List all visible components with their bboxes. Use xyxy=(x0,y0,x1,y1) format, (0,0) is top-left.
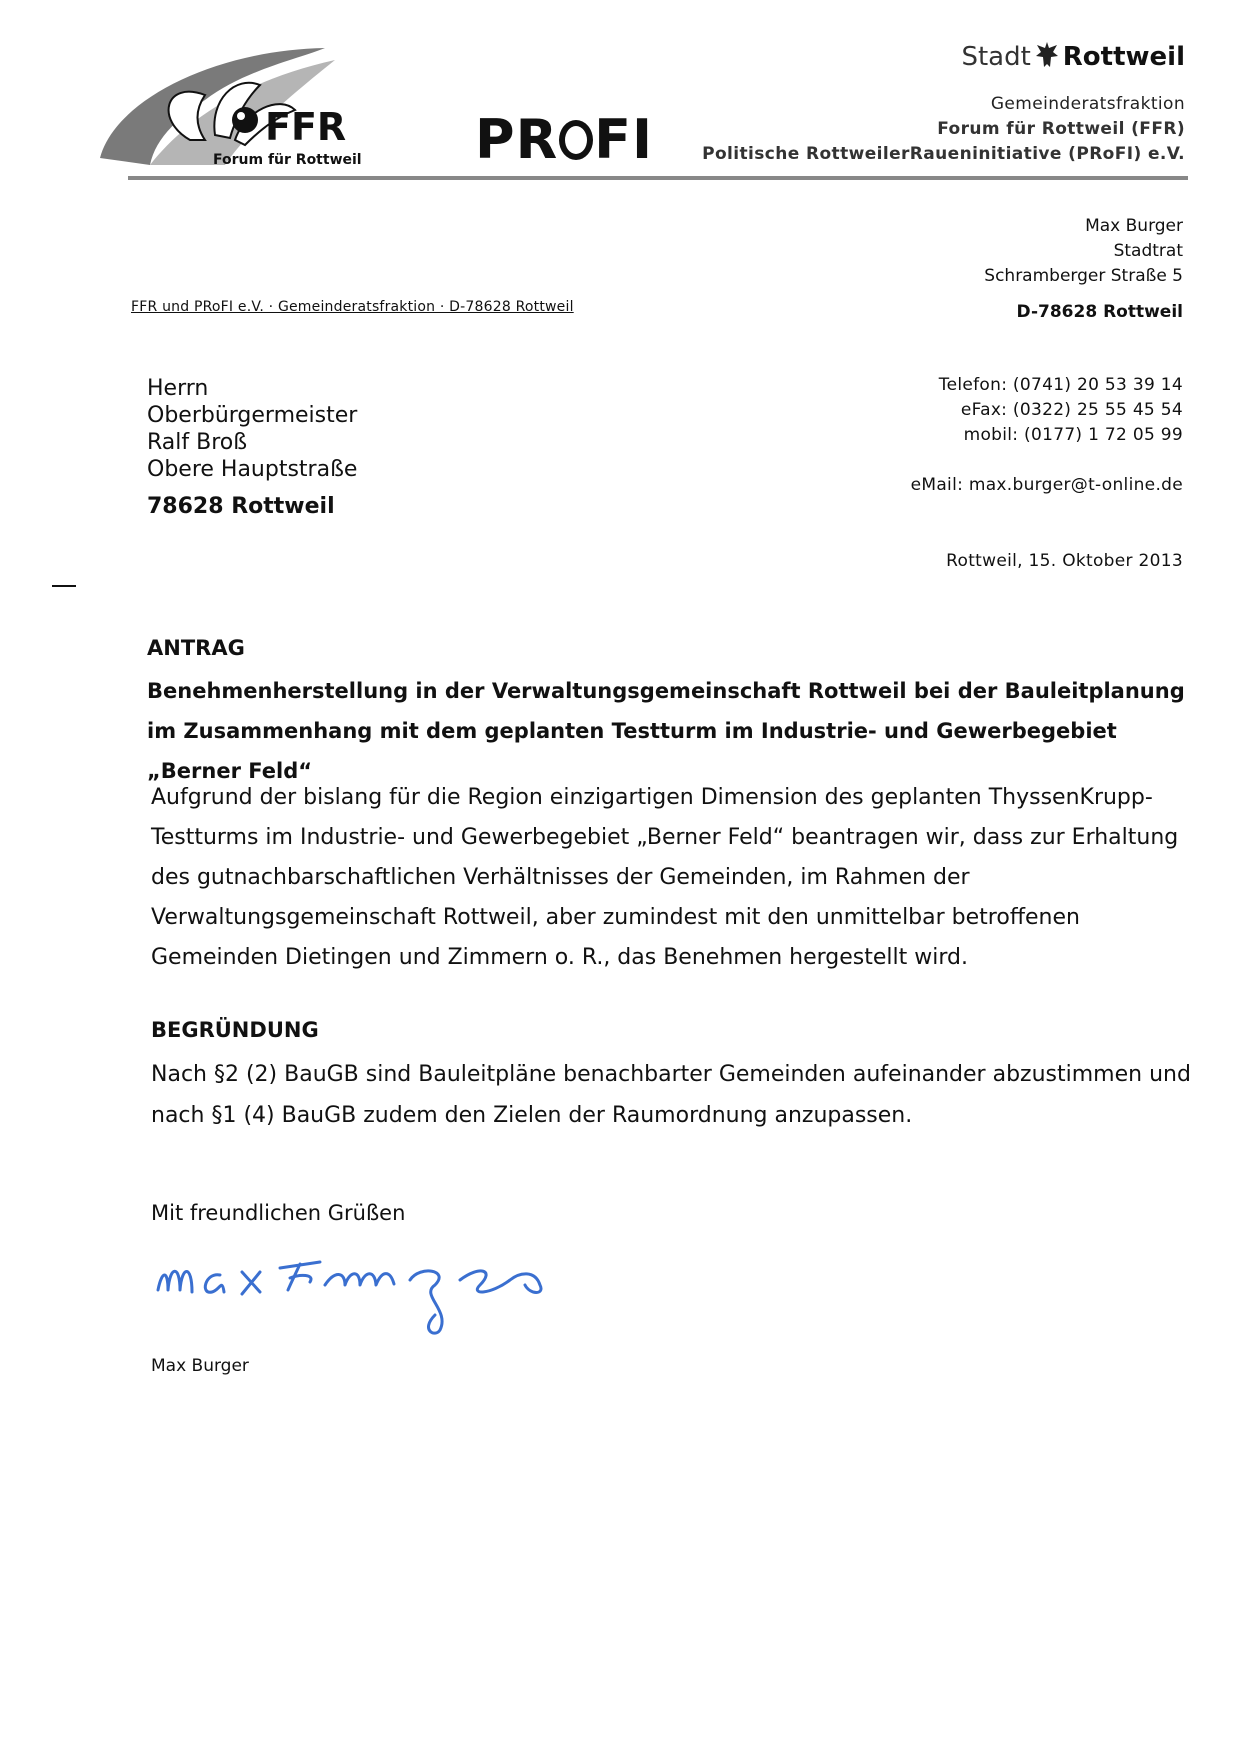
contact-email: eMail: max.burger@t-online.de xyxy=(910,475,1183,495)
body-paragraph-1: Aufgrund der bislang für die Region einzigartigen Dimension des geplanten ThyssenKrupp-Testturms im Industrie- und Gewerbegebiet „Berner Feld“ beantragen wir, dass zur Erhaltung des gutnachbarschaftlichen Verhältnisses der Gemeinden, im Rahmen der Verwaltungsgemeinschaft Rottweil, aber zumindest mit den unmittelbar betroffenen Gemeinden Dietingen und Zimmern o. R., das Benehmen hergestellt wird. xyxy=(151,785,1179,970)
contact-block xyxy=(911,373,1183,498)
contact-phone: Telefon: (0741) 20 53 39 14 xyxy=(938,375,1183,395)
letterhead-line-1: Gemeinderatsfraktion xyxy=(990,94,1185,114)
recipient-city: 78628 Rottweil xyxy=(147,494,335,519)
handwritten-signature xyxy=(150,1240,690,1340)
subject-line: Benehmenherstellung in der Verwaltungsgemeinschaft Rottweil bei der Bauleitplanung im Zusammenhang mit dem geplanten Testturm im Industrie- und Gewerbegebiet „Berner Feld“ xyxy=(147,679,1185,783)
profi-logo xyxy=(475,108,653,171)
contact-efax: eFax: (0322) 25 55 45 54 xyxy=(960,400,1183,420)
eagle-icon xyxy=(1035,40,1059,70)
city-logo xyxy=(961,40,1185,72)
city-logo-name: Rottweil xyxy=(1062,42,1185,72)
sender-street: Schramberger Straße 5 xyxy=(984,266,1183,286)
profi-logo-post: FI xyxy=(594,108,654,171)
recipient-salutation: Herrn xyxy=(147,376,209,401)
letter-date: Rottweil, 15. Oktober 2013 xyxy=(946,551,1183,571)
sender-name: Max Burger xyxy=(1085,216,1183,236)
ffr-logo-text: FFR xyxy=(265,105,347,149)
letterhead-line-2: Forum für Rottweil (FFR) xyxy=(937,119,1185,139)
profi-logo-pre: PR xyxy=(475,108,559,171)
recipient-block xyxy=(147,375,357,520)
closing-phrase: Mit freundlichen Grüßen xyxy=(151,1201,406,1225)
body-paragraph-2: Nach §2 (2) BauGB sind Bauleitpläne benachbarter Gemeinden aufeinander abzustimmen und nach §1 (4) BauGB zudem den Zielen der Raumordnung anzupassen. xyxy=(151,1062,1191,1128)
recipient-street: Obere Hauptstraße xyxy=(147,457,358,482)
letterhead-lines xyxy=(702,92,1185,167)
sender-block xyxy=(984,214,1183,325)
contact-mobile: mobil: (0177) 1 72 05 99 xyxy=(963,425,1183,445)
signer-name: Max Burger xyxy=(151,1356,249,1376)
fold-mark xyxy=(52,585,76,587)
header-divider xyxy=(128,176,1188,180)
return-address: FFR und PRoFI e.V. · Gemeinderatsfraktion · D-78628 Rottweil xyxy=(131,299,574,315)
begruendung-heading: BEGRÜNDUNG xyxy=(151,1018,319,1042)
antrag-heading: ANTRAG xyxy=(147,636,245,660)
sender-role: Stadtrat xyxy=(1113,241,1183,261)
recipient-title: Oberbürgermeister xyxy=(147,403,358,428)
letterhead-line-3: Politische RottweilerRaueninitiative (PRoFI) e.V. xyxy=(702,144,1185,164)
ffr-logo-subtitle: Forum für Rottweil xyxy=(213,152,362,168)
city-logo-prefix: Stadt xyxy=(961,42,1031,72)
ffr-logo xyxy=(95,40,385,175)
profi-logo-circle-icon xyxy=(559,120,593,160)
sender-city: D-78628 Rottweil xyxy=(1016,302,1183,322)
recipient-name: Ralf Broß xyxy=(147,430,248,455)
